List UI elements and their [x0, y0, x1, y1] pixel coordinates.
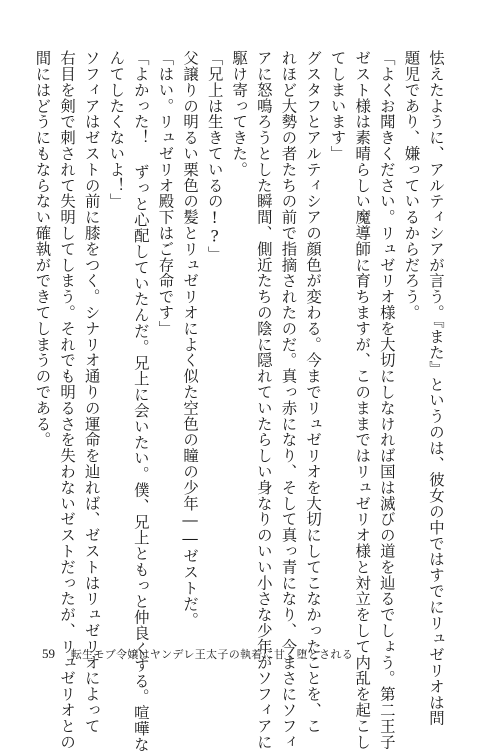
running-title: 転生モブ令嬢はヤンデレ王太子の執着に甘く堕とされる: [70, 648, 353, 661]
text-line: 怯えたように、アルティシアが言う。『また』というのは、彼女の中ではすでにリュゼリオは問: [427, 50, 445, 726]
text-line: アに怒鳴ろうとした瞬間、側近たちの陰に隠れていたらしい身なりのいい小さな少年がソフィアに: [254, 50, 273, 750]
text-line: 右目を剣で刺されて失明してしまう。それでも明るさを失わないゼストだったが、リュゼリオとの: [58, 50, 77, 750]
text-line: 父譲りの明るい栗色の髪とリュゼリオによく似た空色の瞳の少年――ゼストだ。: [181, 50, 200, 628]
page-footer: [42, 646, 353, 662]
text-line: てしまいます」: [328, 50, 347, 162]
text-line: 「よかった！ ずっと心配していたんだ。兄上に会いたい。僕、兄上ともっと仲良くする。喧嘩な: [131, 50, 150, 752]
text-line: 「はい。リュゼリオ殿下はご存命です」: [156, 50, 175, 337]
text-line: 「兄上は生きているの!?」: [205, 50, 224, 262]
text-line: 間にはどうにもならない確執ができてしまうのである。: [33, 50, 52, 448]
text-line: 「よくお聞きください。リュゼリオ様を大切にしなければ国は滅びの道を辿るでしょう。第二王子: [377, 50, 396, 750]
text-line: 題児であり、嫌っているからだろう。: [402, 50, 421, 321]
text-line: グスタフとアルティシアの顔色が変わる。今までリュゼリオを大切にしてこなかったことを、こ: [304, 50, 323, 734]
text-line: 駆け寄ってきた。: [230, 50, 249, 178]
text-line: ソフィアはゼストの前に膝をつく。シナリオ通りの運命を辿れば、ゼストはリュゼリオによって: [82, 50, 101, 734]
text-line: んてしたくないよ！」: [107, 50, 126, 209]
text-line: ゼスト様は素晴らしい魔導師に育ちますが、このままではリュゼリオ様と対立をして内乱を起こし: [353, 50, 372, 750]
page-number: 59: [42, 646, 55, 661]
text-line: れほど大勢の者たちの前で指摘されたのだ。真っ赤になり、そして真っ青になり、今まさにソフィ: [279, 50, 298, 750]
